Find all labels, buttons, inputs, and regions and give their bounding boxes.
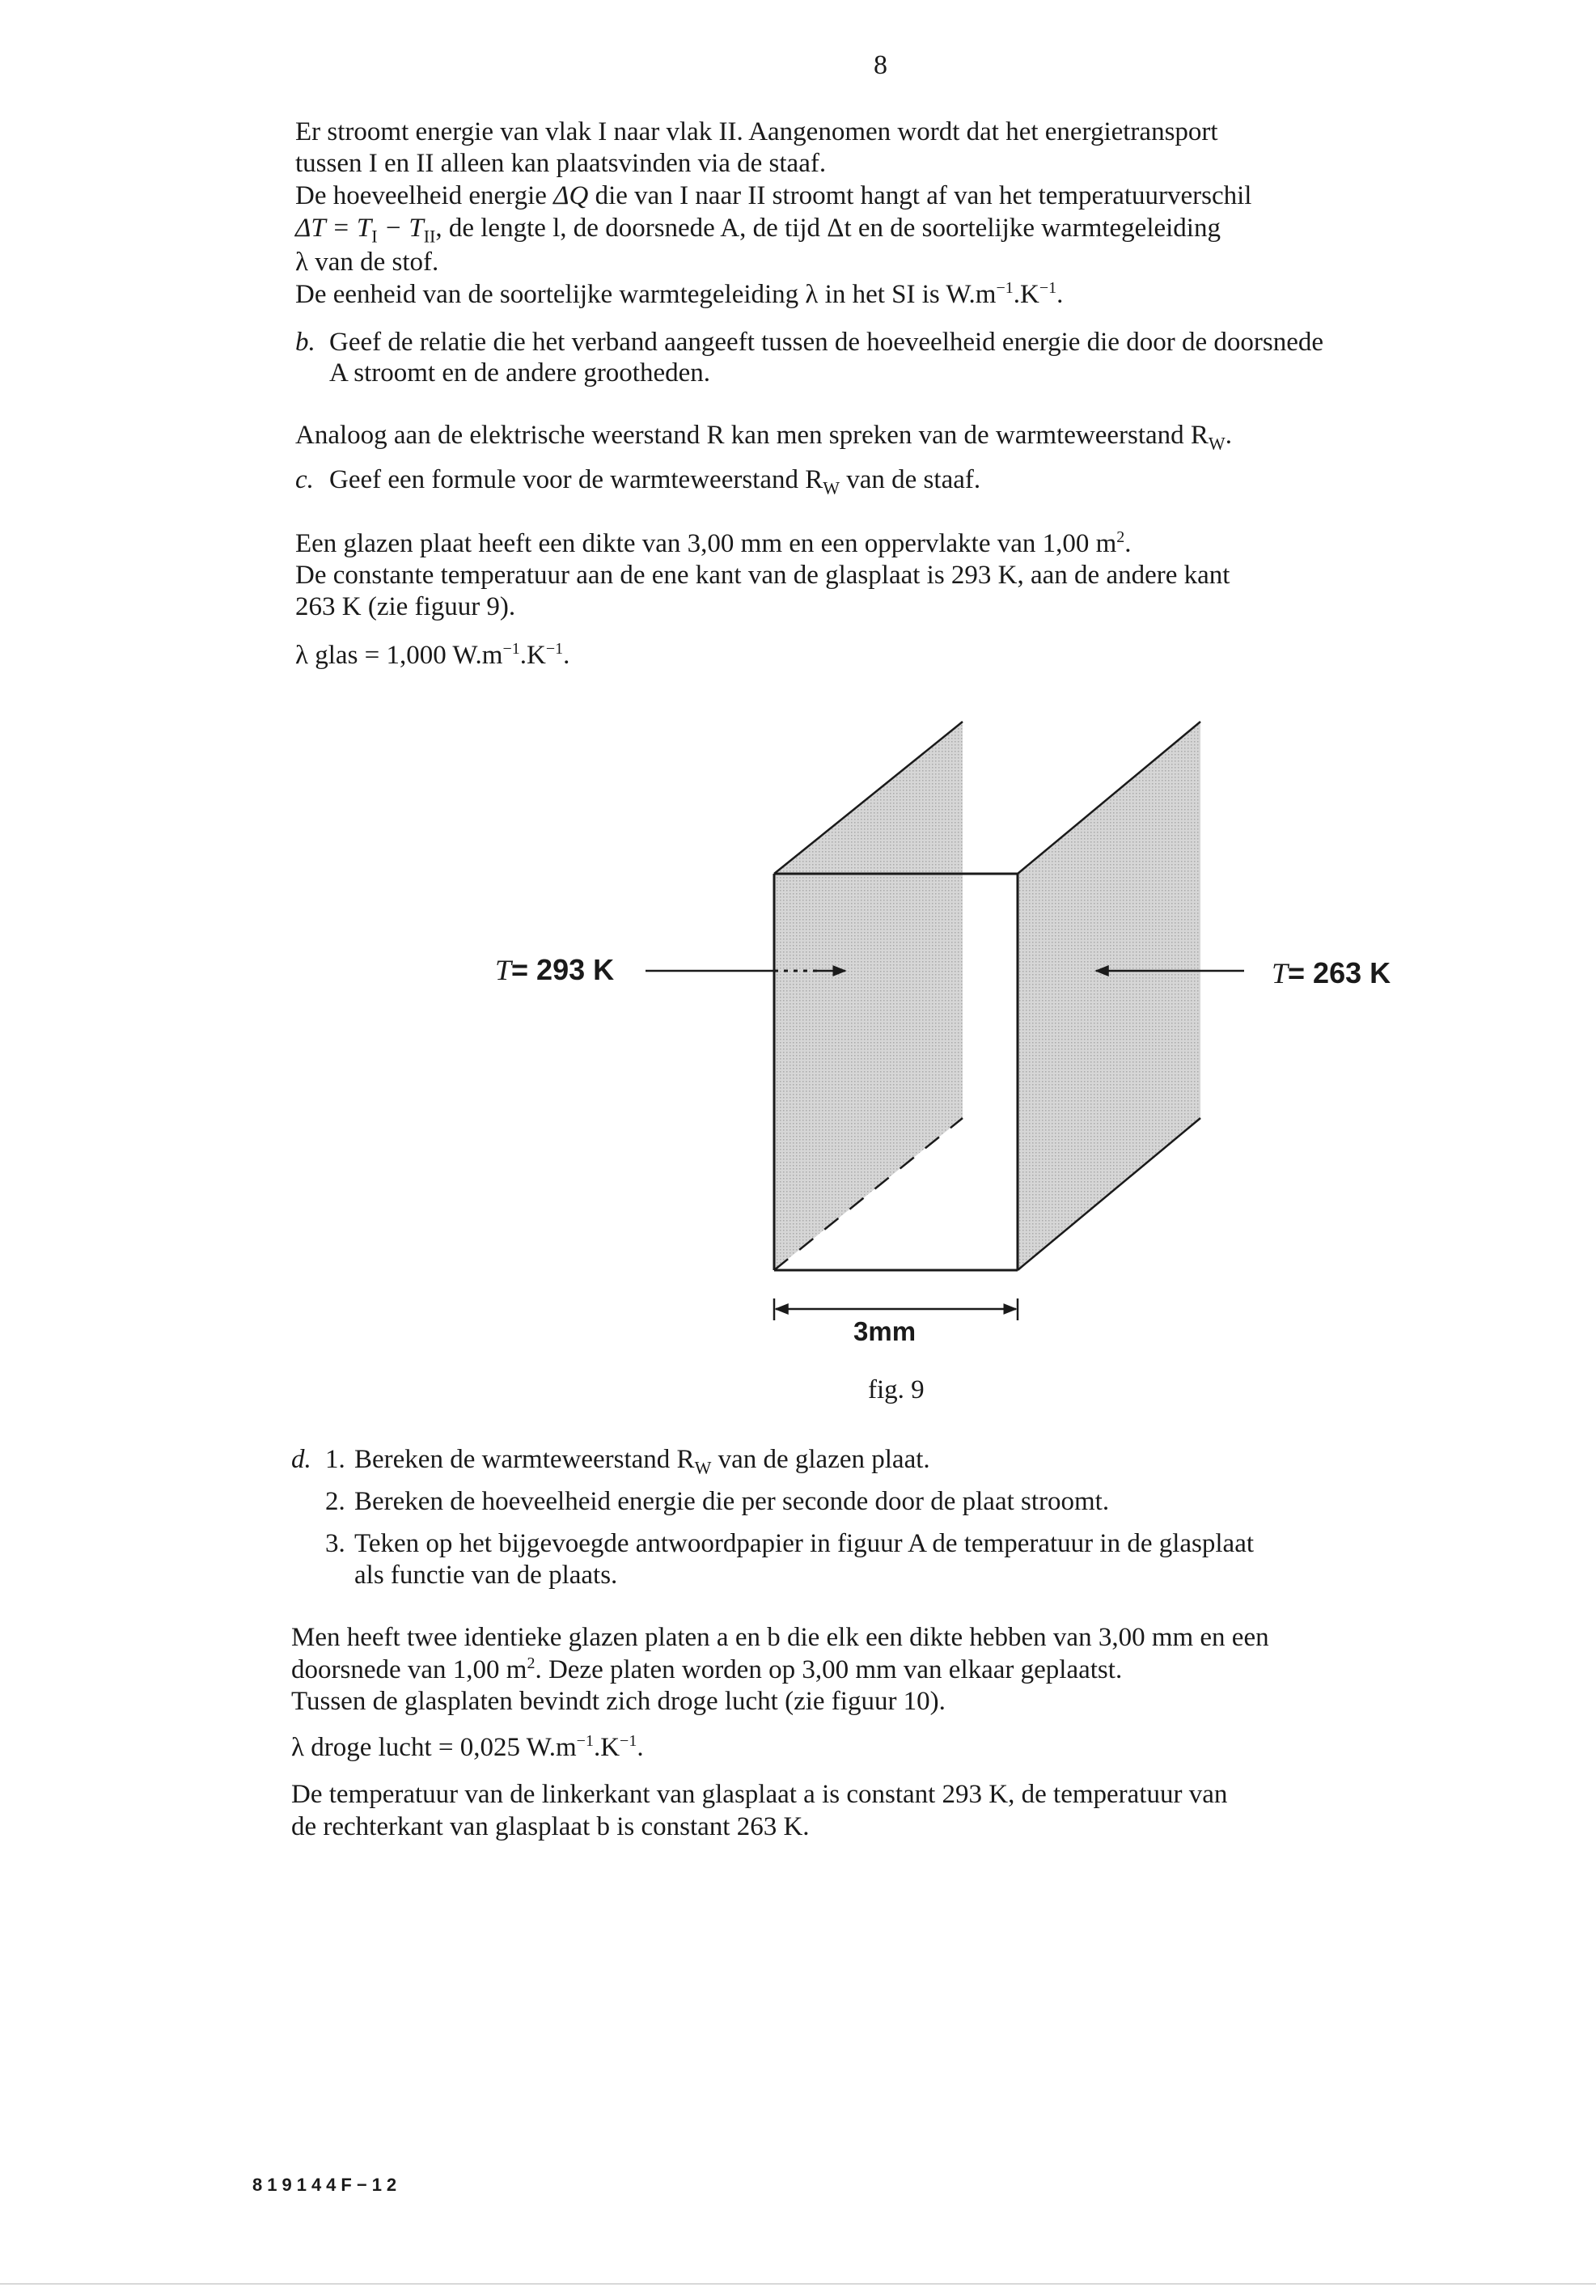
question-b-line-2: A stroomt en de andere grootheden.	[329, 358, 711, 388]
thickness-label: 3mm	[853, 1316, 917, 1346]
two-plates-line-3: Tussen de glasplaten bevindt zich droge lucht (zie figuur 10).	[291, 1687, 946, 1716]
intro-line-2: tussen I en II alleen kan plaatsvinden via de staaf.	[295, 149, 827, 178]
question-d-item-3-line-2: als functie van de plaats.	[354, 1561, 618, 1590]
two-plates-line-1: Men heeft twee identieke glazen platen a en b die elk een dikte hebben van 3,00 mm en een	[291, 1623, 1269, 1652]
two-plates-line-6: de rechterkant van glasplaat b is constant 263 K.	[291, 1812, 810, 1841]
analog-line: Analoog aan de elektrische weerstand R kan men spreken van de warmteweerstand $R_W$.	[295, 421, 1232, 454]
intro-line-1: Er stroomt energie van vlak I naar vlak II. Aangenomen wordt dat het energietransport	[295, 117, 1218, 146]
right-temperature-label: T= 263 K	[1272, 956, 1391, 989]
glass-line-1: Een glazen plaat heeft een dikte van 3,00 mm en een oppervlakte van 1,00 $m^2$.	[295, 528, 1132, 558]
glass-line-3: 263 K (zie figuur 9).	[295, 592, 516, 621]
left-glass-face	[774, 722, 963, 1270]
si-unit-line: De eenheid van de soortelijke warmtegeleiding λ in het SI is $W.m^{-1}.K^{-1}$.	[295, 279, 1064, 309]
document-code: 819144F−12	[252, 2175, 402, 2195]
question-d-item-1: d. 1. Bereken de warmteweerstand $R_W$ van de glazen plaat.	[291, 1445, 930, 1478]
question-d-item-2: 2. Bereken de hoeveelheid energie die per seconde door de plaat stroomt.	[325, 1487, 1110, 1516]
figure-caption: fig. 9	[868, 1375, 925, 1404]
bottom-divider	[0, 2283, 1596, 2285]
two-plates-line-2: doorsnede van 1,00 $m^2$. Deze platen worden op 3,00 mm van elkaar geplaatst.	[291, 1654, 1123, 1684]
question-c-line: c. Geef een formule voor de warmteweerstand $R_W$ van de staaf.	[295, 465, 981, 498]
right-glass-face	[1018, 722, 1200, 1270]
glass-line-2: De constante temperatuur aan de ene kant van de glasplaat is 293 K, aan de andere kant	[295, 561, 1230, 590]
question-d-item-3: 3. Teken op het bijgevoegde antwoordpapier in figuur A de temperatuur in de glasplaat	[325, 1529, 1255, 1558]
lambda-glass-line: λ glas = 1,000 $W.m^{-1}.K^{-1}$.	[295, 640, 570, 670]
left-temperature-label: T= 293 K	[495, 953, 615, 986]
intro-line-4: $\Delta T = T_I - T_{II}$, de lengte l, de doorsnede A, de tijd Δt en de soortelijke warmtegeleiding	[295, 214, 1221, 247]
intro-line-5: λ van de stof.	[295, 248, 439, 277]
question-b-line-1: b. Geef de relatie die het verband aangeeft tussen de hoeveelheid energie die door de doorsnede	[295, 328, 1324, 357]
page-number: 8	[874, 50, 887, 80]
two-plates-line-5: De temperatuur van de linkerkant van glasplaat a is constant 293 K, de temperatuur van	[291, 1780, 1228, 1809]
lambda-air-line: λ droge lucht = 0,025 $W.m^{-1}.K^{-1}$.	[291, 1732, 644, 1762]
intro-line-3: De hoeveelheid energie ΔQ die van I naar II stroomt hangt af van het temperatuurverschil	[295, 181, 1252, 210]
